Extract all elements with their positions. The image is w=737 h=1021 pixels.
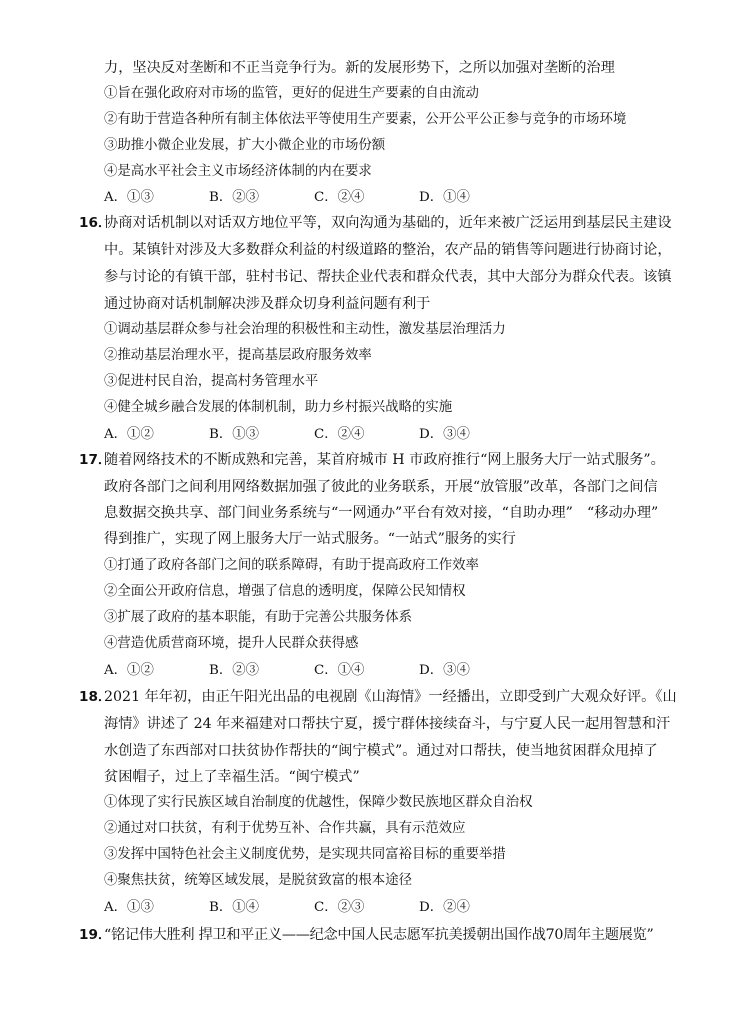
q17-answer-choices: [104, 660, 504, 682]
q16-stem-line-1: 协商对话机制以对话双方地位平等，双向沟通为基础的，近年来被广泛运用到基层民主建设: [104, 215, 672, 231]
q18-option-3: ③发挥中国特色社会主义制度优势，是实现共同富裕目标的重要举措: [104, 847, 506, 862]
q15-option-4: ④是高水平社会主义市场经济体制的内在要求: [104, 164, 372, 179]
q15-option-3: ③助推小微企业发展，扩大小微企业的市场份额: [104, 138, 386, 153]
q19-stem-line-1: “铭记伟大胜利 捍卫和平正义——纪念中国人民志愿军抗美援朝出国作战70周年主题展览”: [104, 927, 654, 943]
q18-answer-choices: [104, 897, 504, 919]
choice-a[interactable]: A．①③: [104, 900, 154, 915]
q18-option-1: ①体现了实行民族区域自治制度的优越性，保障少数民族地区群众自治权: [104, 795, 533, 810]
q17-stem-line-4: 得到推广，实现了网上服务大厅一站式服务。“一站式”服务的实行: [104, 531, 516, 547]
q15-option-2: ②有助于营造各种所有制主体依法平等使用生产要素，公开公平公正参与竞争的市场环境: [104, 112, 627, 127]
choice-a[interactable]: A．①②: [104, 663, 154, 678]
q16-option-2: ②推动基层治理水平，提高基层政府服务效率: [104, 348, 372, 363]
q15-stem-continuation: 力，坚决反对垄断和不正当竞争行为。新的发展形势下，之所以加强对垄断的治理: [104, 60, 615, 76]
q16-answer-choices: [104, 424, 504, 446]
q18-number: 18．: [79, 689, 112, 705]
q18-option-4: ④聚焦扶贫，统筹区域发展，是脱贫致富的根本途径: [104, 873, 412, 888]
choice-b[interactable]: B．①③: [209, 427, 260, 442]
q18-stem-line-3: 水创造了东西部对口扶贫协作帮扶的“闽宁模式”。通过对口帮扶，使当地贫困群众甩掉了: [104, 743, 658, 759]
q16-stem-line-2: 中。某镇针对涉及大多数群众利益的村级道路的整治，农产品的销售等问题进行协商讨论，: [104, 242, 672, 258]
q15-answer-choices: [104, 187, 504, 209]
choice-a[interactable]: A．①②: [104, 427, 154, 442]
q17-stem-line-1: 随着网络技术的不断成熟和完善，某首府城市 H 市政府推行“网上服务大厅一站式服务”。: [104, 452, 665, 468]
q17-option-1: ①打通了政府各部门之间的联系障碍，有助于提高政府工作效率: [104, 558, 479, 573]
choice-a[interactable]: A．①③: [104, 190, 154, 205]
choice-c[interactable]: C．②④: [314, 190, 365, 205]
q17-option-4: ④营造优质营商环境，提升人民群众获得感: [104, 636, 359, 651]
choice-c[interactable]: C．①④: [314, 663, 365, 678]
q18-option-2: ②通过对口扶贫，有利于优势互补、合作共赢，具有示范效应: [104, 821, 466, 836]
choice-b[interactable]: B．①④: [209, 900, 260, 915]
choice-c[interactable]: C．②④: [314, 427, 365, 442]
q15-option-1: ①旨在强化政府对市场的监管，更好的促进生产要素的自由流动: [104, 86, 479, 101]
choice-c[interactable]: C．②③: [314, 900, 365, 915]
q18-stem-line-2: 海情》讲述了 24 年来福建对口帮扶宁夏，援宁群体接续奋斗，与宁夏人民一起用智慧和汗: [104, 716, 671, 732]
q19-number: 19．: [79, 927, 112, 943]
choice-b[interactable]: B．②③: [209, 663, 260, 678]
q17-stem-line-2: 政府各部门之间利用网络数据加强了彼此的业务联系，开展“放管服”改革，各部门之间信: [104, 479, 658, 495]
q16-stem-line-4: 通过协商对话机制解决涉及群众切身利益问题有利于: [104, 296, 431, 312]
choice-d[interactable]: D．②④: [419, 900, 470, 915]
choice-d[interactable]: D．③④: [419, 663, 470, 678]
choice-d[interactable]: D．①④: [419, 190, 470, 205]
q17-option-2: ②全面公开政府信息，增强了信息的透明度，保障公民知情权: [104, 584, 466, 599]
q18-stem-line-4: 贫困帽子，过上了幸福生活。“闽宁模式”: [104, 769, 360, 785]
q17-stem-line-3: 息数据交换共享、部门间业务系统与“一网通办”平台有效对接，“自助办理” “移动办理”: [104, 505, 659, 521]
choice-d[interactable]: D．③④: [419, 427, 470, 442]
q16-option-1: ①调动基层群众参与社会治理的积极性和主动性，激发基层治理活力: [104, 322, 506, 337]
q16-option-3: ③促进村民自治，提高村务管理水平: [104, 374, 319, 389]
q16-stem-line-3: 参与讨论的有镇干部，驻村书记、帮扶企业代表和群众代表，其中大部分为群众代表。该镇: [104, 269, 672, 285]
q16-option-4: ④健全城乡融合发展的体制机制，助力乡村振兴战略的实施: [104, 400, 453, 415]
q17-number: 17．: [79, 452, 112, 468]
q16-number: 16．: [79, 215, 112, 231]
choice-b[interactable]: B．②③: [209, 190, 260, 205]
q17-option-3: ③扩展了政府的基本职能，有助于完善公共服务体系: [104, 610, 412, 625]
q18-stem-line-1: 2021 年年初，由正午阳光出品的电视剧《山海情》一经播出，立即受到广大观众好评。《山: [104, 689, 677, 705]
